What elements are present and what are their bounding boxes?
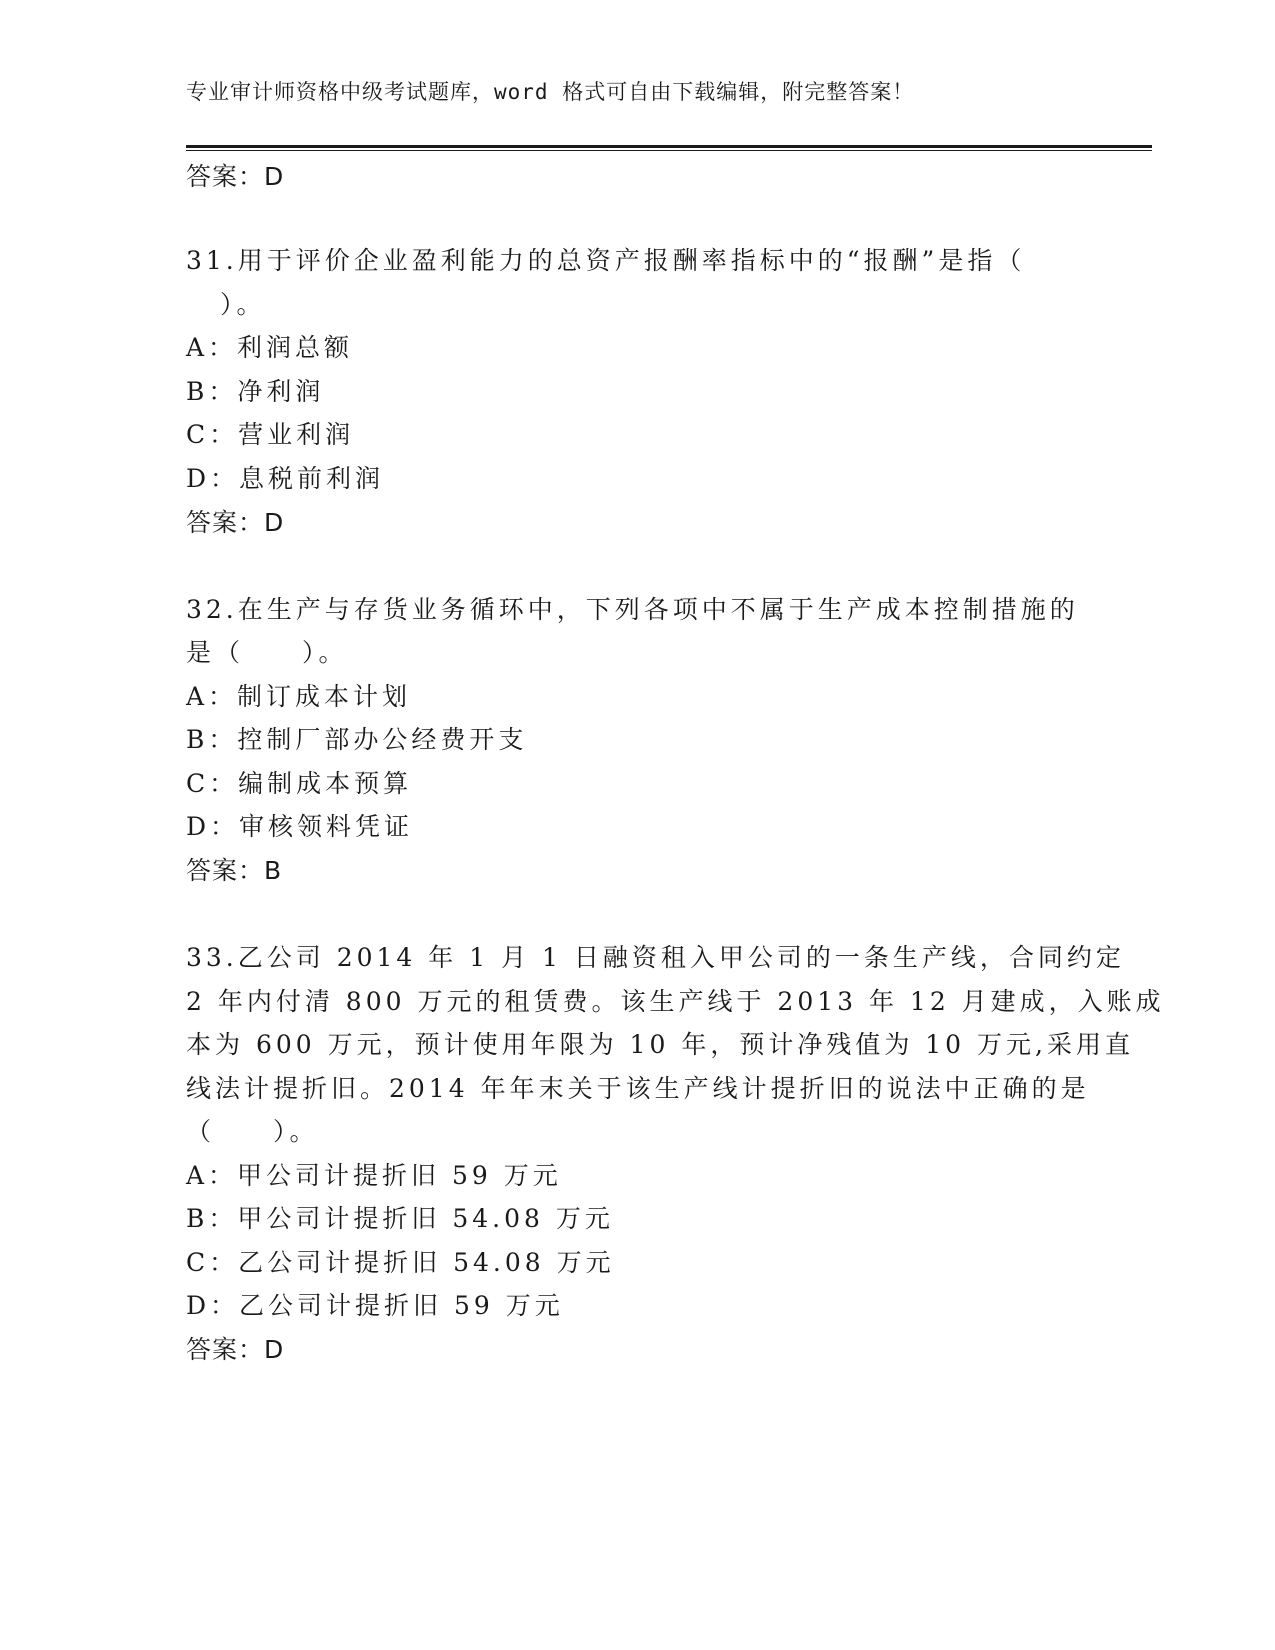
- q32-stem-line-1: 32.在生产与存货业务循环中，下列各项中不属于生产成本控制措施的: [186, 595, 1079, 624]
- q32-option-c: C：编制成本预算: [186, 769, 413, 798]
- header-rule-thin: [186, 150, 1152, 151]
- q32-option-d: D：审核领料凭证: [186, 812, 414, 841]
- q33-stem-line-4: 线法计提折旧。2014 年年末关于该生产线计提折旧的说法中正确的是: [186, 1074, 1090, 1103]
- q33-option-b: B：甲公司计提折旧 54.08 万元: [186, 1204, 614, 1233]
- q31-stem-line-1: 31.用于评价企业盈利能力的总资产报酬率指标中的“报酬”是指（: [186, 246, 1026, 275]
- header-rule-thick: [186, 145, 1152, 148]
- q31-stem-line-2: ）。: [220, 290, 266, 319]
- q32-stem-line-2: 是（ ）。: [186, 638, 348, 667]
- q32-answer: 答案：B: [186, 856, 283, 885]
- q31-option-c: C：营业利润: [186, 420, 355, 449]
- q33-option-d: D：乙公司计提折旧 59 万元: [186, 1291, 564, 1320]
- q32-option-a: A：制订成本计划: [186, 682, 412, 711]
- q33-stem-line-2: 2 年内付清 800 万元的租赁费。该生产线于 2013 年 12 月建成，入账成: [186, 987, 1165, 1016]
- q31-option-b: B：净利润: [186, 377, 325, 406]
- q33-stem-line-1: 33.乙公司 2014 年 1 月 1 日融资租入甲公司的一条生产线，合同约定: [186, 943, 1125, 972]
- q33-stem-line-3: 本为 600 万元，预计使用年限为 10 年，预计净残值为 10 万元,采用直: [186, 1030, 1134, 1059]
- q31-option-a: A：利润总额: [186, 333, 354, 362]
- q33-stem-line-5: （ ）。: [186, 1117, 319, 1146]
- q33-answer: 答案：D: [186, 1335, 285, 1364]
- q31-option-d: D：息税前利润: [186, 464, 385, 493]
- q33-option-a: A：甲公司计提折旧 59 万元: [186, 1161, 562, 1190]
- page-header: 专业审计师资格中级考试题库，word 格式可自由下载编辑，附完整答案！: [186, 80, 915, 104]
- q33-option-c: C：乙公司计提折旧 54.08 万元: [186, 1248, 615, 1277]
- q32-option-b: B：控制厂部办公经费开支: [186, 725, 528, 754]
- answer-prev: 答案：D: [186, 162, 285, 191]
- q31-answer: 答案：D: [186, 508, 285, 537]
